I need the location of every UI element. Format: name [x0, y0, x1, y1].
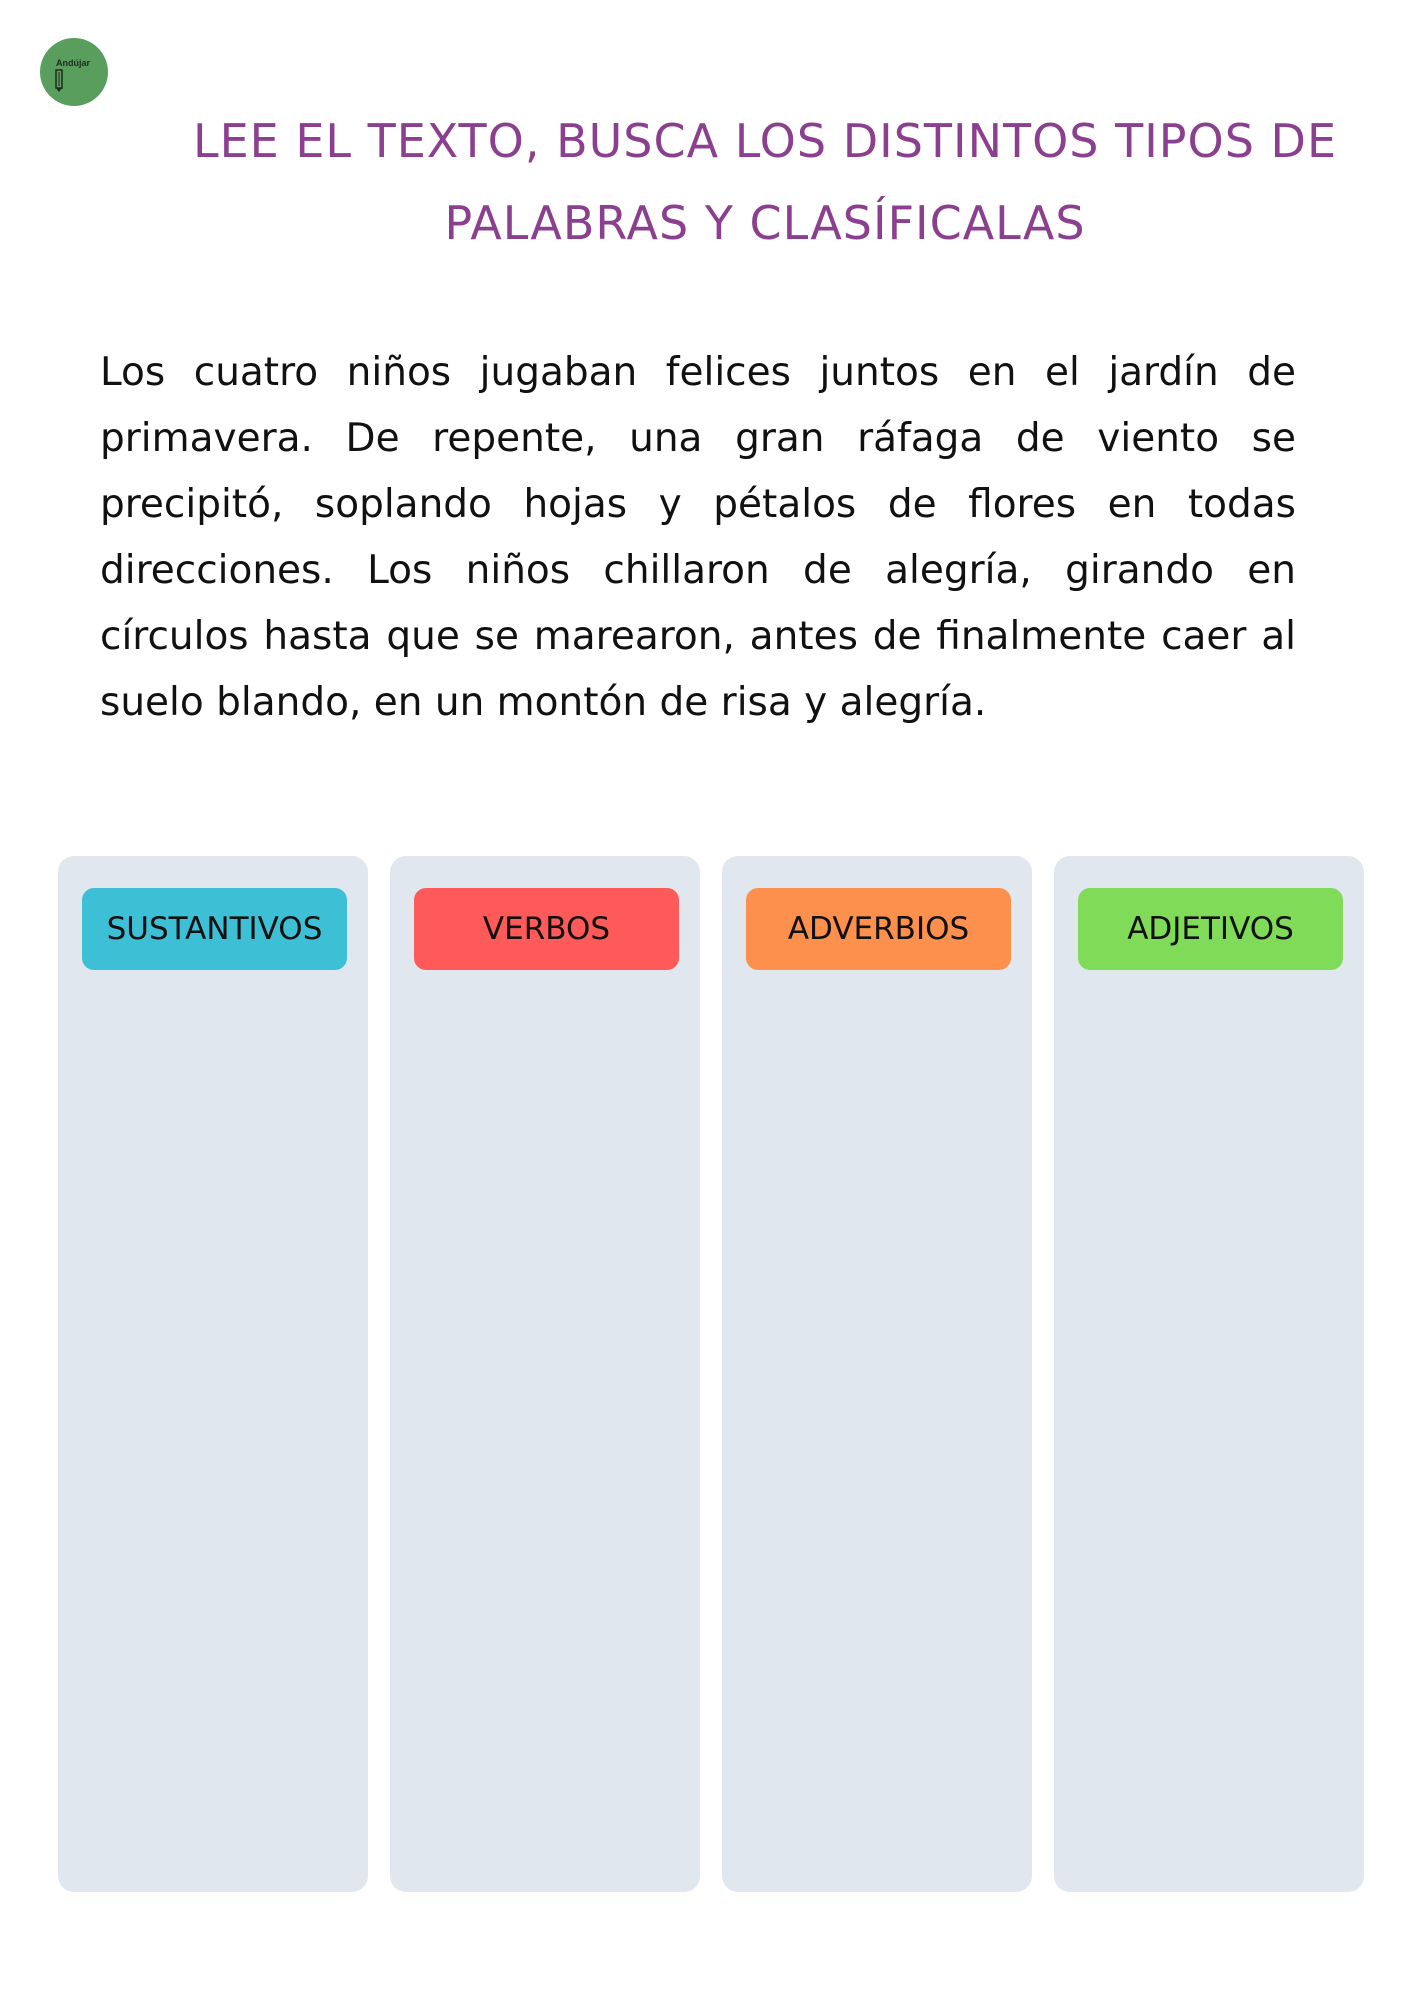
title-line-1: LEE EL TEXTO, BUSCA LOS DISTINTOS TIPOS DE	[192, 114, 1338, 168]
column-adjetivos[interactable]	[1054, 856, 1364, 1892]
label-adjetivos: ADJETIVOS	[1078, 888, 1343, 970]
logo-text: Andújar	[56, 58, 91, 68]
label-sustantivos: SUSTANTIVOS	[82, 888, 347, 970]
column-verbos[interactable]	[390, 856, 700, 1892]
label-adverbios: ADVERBIOS	[746, 888, 1011, 970]
title-line-2: PALABRAS Y CLASÍFICALAS	[444, 196, 1086, 250]
pencil-icon	[54, 64, 94, 92]
classification-columns	[58, 856, 1364, 1892]
label-verbos: VERBOS	[414, 888, 679, 970]
column-adverbios[interactable]	[722, 856, 1032, 1892]
reading-text: Los cuatro niños jugaban felices juntos en el jardín de primavera. De repente, una gran ráfaga de viento se precipitó, soplando hojas y pétalos de flores en todas direcciones. Los niños chillaron de alegría, girando en círculos hasta que se marearon, antes de finalmente caer al suelo blando, en un montón de risa y alegría.	[100, 350, 1296, 725]
page-title	[160, 100, 1370, 264]
logo	[40, 38, 108, 106]
column-sustantivos[interactable]	[58, 856, 368, 1892]
